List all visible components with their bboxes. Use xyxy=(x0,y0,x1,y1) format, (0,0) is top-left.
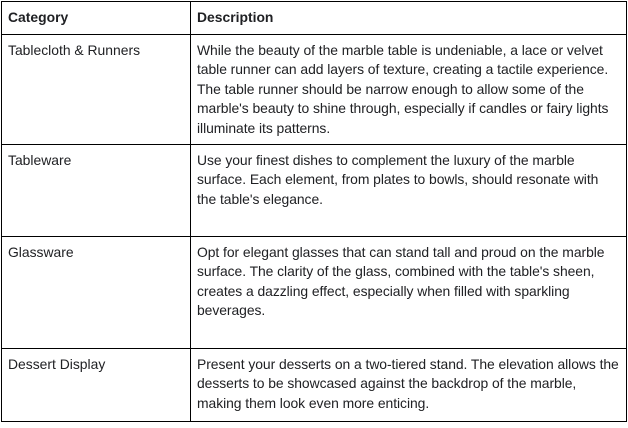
category-header: Category xyxy=(2,2,191,35)
table-row xyxy=(2,349,627,422)
table-row xyxy=(2,35,627,145)
table-row xyxy=(2,237,627,349)
description-cell: Use your finest dishes to complement the luxury of the marble surface. Each element, from plates to bowls, should resonate with the table's elegance. xyxy=(191,145,627,237)
description-cell: Present your desserts on a two-tiered stand. The elevation allows the desserts to be showcased against the backdrop of the marble, making them look even more enticing. xyxy=(191,349,627,422)
description-header: Description xyxy=(191,2,627,35)
category-cell: Tableware xyxy=(2,145,191,237)
category-cell: Tablecloth & Runners xyxy=(2,35,191,145)
description-cell: Opt for elegant glasses that can stand tall and proud on the marble surface. The clarity of the glass, combined with the table's sheen, creates a dazzling effect, especially when filled with sparkling beverages. xyxy=(191,237,627,349)
description-cell: While the beauty of the marble table is undeniable, a lace or velvet table runner can add layers of texture, creating a tactile experience. The table runner should be narrow enough to allow some of the marble's beauty to shine through, especially if candles or fairy lights illuminate its patterns. xyxy=(191,35,627,145)
table-header-row xyxy=(2,2,627,35)
table-row xyxy=(2,145,627,237)
table-setting-guide xyxy=(1,1,627,422)
category-cell: Glassware xyxy=(2,237,191,349)
category-cell: Dessert Display xyxy=(2,349,191,422)
